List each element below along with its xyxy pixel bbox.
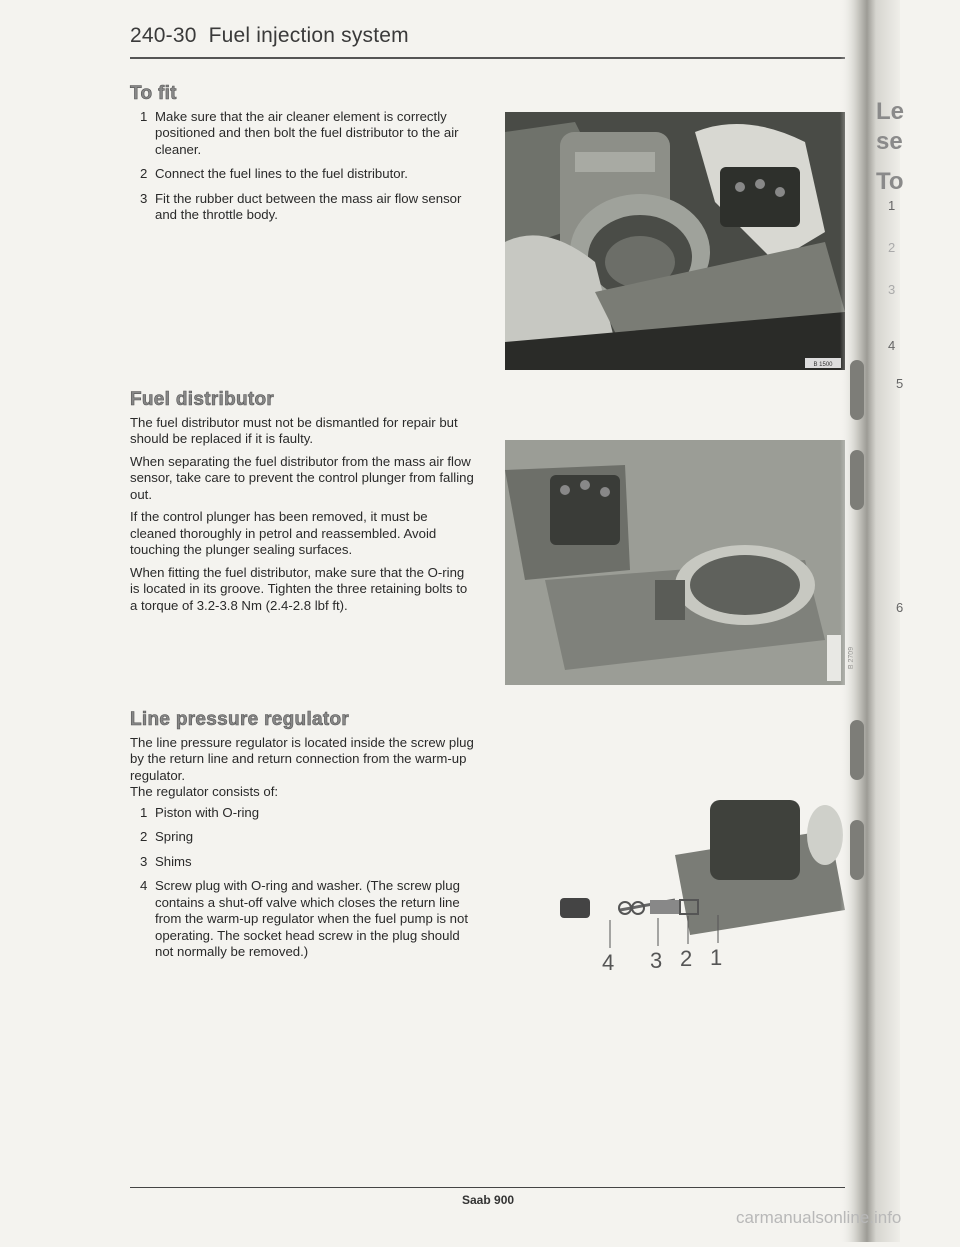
item-text: Shims: [155, 853, 192, 869]
item-number: 3: [140, 853, 148, 869]
part-label: 2: [680, 946, 693, 971]
fuel-distributor-heading: Fuel distributor: [130, 389, 275, 410]
step-text: Fit the rubber duct between the mass air flow sensor and the throttle body.: [155, 190, 462, 222]
figure-fuel-distributor-fitting: [505, 112, 845, 370]
footer-text: Saab 900: [462, 1193, 515, 1207]
photo-regulator-parts: [500, 760, 845, 990]
regulator-parts-list: [130, 805, 475, 961]
edge-number: 6: [896, 600, 904, 615]
fuel-distributor-section: [130, 389, 475, 620]
line-pressure-regulator-section: [130, 709, 475, 969]
figure-fuel-distributor-removed: [505, 440, 845, 685]
part-label: 1: [710, 945, 723, 970]
edge-text: se: [876, 128, 903, 155]
paragraph: If the control plunger has been removed, it must be cleaned thoroughly in petrol and reassembled. Avoid touching the plunger sealing surfaces.: [130, 509, 437, 557]
step-item: [130, 191, 475, 224]
to-fit-section: [130, 83, 475, 232]
watermark: carmanualsonline.info: [736, 1208, 902, 1227]
to-fit-heading: To fit: [130, 83, 177, 104]
photo-engine-bay: [505, 112, 845, 370]
paragraph: When fitting the fuel distributor, make sure that the O-ring is located in its groove. Tighten the three retaining bolts to a torque of 3.2-3.8 Nm (2.4-2.8 lbf ft).: [130, 564, 468, 613]
part-label: 4: [602, 950, 615, 975]
step-item: [130, 166, 475, 183]
section-title: Fuel injection system: [208, 24, 409, 47]
page-title: [130, 24, 409, 48]
item-text: Piston with O-ring: [155, 804, 260, 820]
footer-rule: [130, 1187, 845, 1188]
edge-number: 3: [888, 282, 896, 297]
page-binding-edge: [840, 0, 960, 1242]
edge-text: To: [876, 168, 904, 195]
photo-fuel-distributor: [505, 440, 845, 685]
paragraph: When separating the fuel distributor from the mass air flow sensor, take care to prevent the control plunger from falling out.: [130, 453, 474, 502]
list-item: [130, 805, 475, 822]
edge-number: 4: [888, 338, 896, 353]
item-number: 1: [140, 804, 148, 820]
line-pressure-regulator-heading: Line pressure regulator: [130, 709, 350, 730]
step-number: 3: [140, 190, 148, 206]
item-text: Screw plug with O-ring and washer. (The screw plug contains a shut-off valve which closes the return line from the warm-up regulator when the fuel pump is not operating. The socket head screw in the plug should not normally be removed.): [155, 878, 468, 959]
step-number: 2: [140, 166, 148, 181]
paragraph: The fuel distributor must not be dismantled for repair but should be replaced if it is faulty.: [130, 414, 458, 446]
edge-number: 1: [888, 198, 896, 213]
figure-line-pressure-regulator: [500, 760, 845, 990]
header-rule: [130, 57, 845, 59]
part-label: 3: [650, 948, 663, 973]
list-item: [130, 878, 475, 961]
edge-number: 2: [888, 240, 896, 255]
list-item: [130, 829, 475, 846]
to-fit-steps: [130, 109, 475, 224]
intro-paragraph: The line pressure regulator is located inside the screw plug by the return line and return connection from the warm-up regulator.: [130, 734, 474, 783]
item-number: 2: [140, 829, 148, 844]
step-text: Connect the fuel lines to the fuel distributor.: [155, 166, 408, 181]
step-text: Make sure that the air cleaner element is correctly positioned and then bolt the fuel distributor to the air cleaner.: [155, 108, 459, 157]
edge-number: 5: [896, 376, 904, 391]
consists-line: The regulator consists of:: [130, 784, 279, 799]
step-number: 1: [140, 108, 148, 124]
item-number: 4: [140, 878, 148, 893]
page-number: 240-30: [130, 24, 197, 47]
step-item: [130, 109, 475, 159]
item-text: Spring: [155, 829, 194, 844]
edge-text: Le: [876, 98, 905, 125]
list-item: [130, 854, 475, 871]
figure-code: B 1500: [813, 362, 833, 368]
